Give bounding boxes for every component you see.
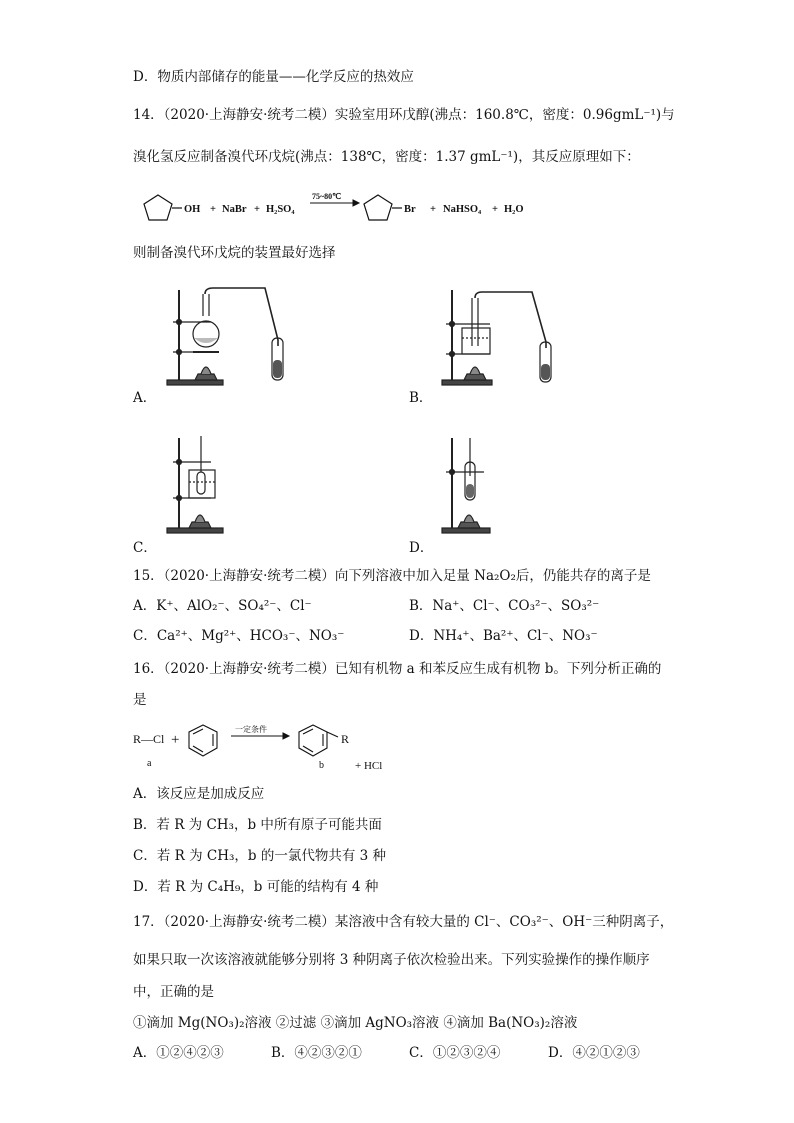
- h2o-label: H₂O: [504, 204, 524, 215]
- apparatus-c: [165, 436, 245, 542]
- option-c-label: C．: [133, 540, 157, 556]
- q17-option-d: D．④②①②③: [548, 1045, 640, 1061]
- label-a: a: [147, 758, 152, 769]
- q13-option-d: D．物质内部储存的能量——化学反应的热效应: [133, 69, 414, 85]
- apparatus-a: [165, 288, 315, 398]
- option-b-label: B．: [409, 390, 433, 406]
- h2so4-label: H₂SO₄: [266, 204, 295, 215]
- q15-option-c: C．Ca²⁺、Mg²⁺、HCO₃⁻、NO₃⁻: [133, 628, 345, 644]
- q15-option-d: D．NH₄⁺、Ba²⁺、Cl⁻、NO₃⁻: [409, 628, 598, 644]
- q17-operations: ①滴加 Mg(NO₃)₂溶液 ②过滤 ③滴加 AgNO₃溶液 ④滴加 Ba(NO₃)₂溶液: [133, 1015, 578, 1031]
- q14-stem-line2: 溴化氢反应制备溴代环戊烷(沸点：138℃，密度：1.37 gmL⁻¹)，其反应原理如下：: [133, 149, 640, 165]
- q17-option-b: B．④②③②①: [271, 1045, 362, 1061]
- q15-option-b: B．Na⁺、Cl⁻、CO₃²⁻、SO₃²⁻: [409, 598, 600, 614]
- apparatus-d: [440, 436, 500, 542]
- reaction-condition: 一定条件: [235, 725, 267, 734]
- q16-stem-line1: 16．（2020·上海静安·统考二模）已知有机物 a 和苯反应生成有机物 b。下列分析正确的: [133, 661, 662, 677]
- q16-reaction-scheme: [133, 720, 403, 770]
- benzene-product: [299, 725, 338, 756]
- q14-prompt: 则制备溴代环戊烷的装置最好选择: [133, 245, 336, 261]
- q16-option-a: A．该反应是加成反应: [133, 786, 265, 802]
- q14-stem-line1: 14．（2020·上海静安·统考二模）实验室用环戊醇(沸点：160.8℃，密度：0.96gmL⁻¹)与: [133, 107, 675, 123]
- q16-option-b: B．若 R 为 CH₃，b 中所有原子可能共面: [133, 817, 382, 833]
- nabr-label: NaBr: [222, 204, 247, 215]
- q16-option-c: C．若 R 为 CH₃，b 的一氯代物共有 3 种: [133, 848, 386, 864]
- svg-text:+: +: [171, 732, 180, 748]
- benzene-reactant: [189, 725, 217, 756]
- q15-stem: 15．（2020·上海静安·统考二模）向下列溶液中加入足量 Na₂O₂后，仍能共存的离子是: [133, 568, 651, 584]
- svg-text:+: +: [254, 204, 260, 215]
- label-b: b: [319, 760, 324, 771]
- br-label: Br: [404, 204, 416, 215]
- rcl-label: R—Cl: [133, 732, 165, 746]
- q14-reaction-scheme: [140, 188, 560, 228]
- svg-text:+: +: [210, 204, 216, 215]
- q16-option-d: D．若 R 为 C₄H₉，b 可能的结构有 4 种: [133, 879, 379, 895]
- q17-option-c: C．①②③②④: [409, 1045, 501, 1061]
- q17-option-a: A．①②④②③: [133, 1045, 224, 1061]
- apparatus-b: [440, 288, 570, 398]
- cyclopentanol-structure: [144, 195, 182, 220]
- q17-stem-line2: 如果只取一次该溶液就能够分别将 3 种阴离子依次检验出来。下列实验操作的操作顺序: [133, 952, 650, 968]
- svg-text:+: +: [492, 204, 498, 215]
- option-a-label: A．: [133, 390, 157, 406]
- q17-stem-line3: 中，正确的是: [133, 984, 214, 1000]
- nahso4-label: NaHSO₄: [443, 204, 482, 215]
- q16-stem-line2: 是: [133, 692, 147, 708]
- r-label: R: [341, 732, 350, 746]
- oh-label: OH: [184, 204, 201, 215]
- q15-option-a: A．K⁺、AlO₂⁻、SO₄²⁻、Cl⁻: [133, 598, 312, 614]
- svg-text:+: +: [430, 204, 436, 215]
- bromocyclopentane-structure: [364, 195, 402, 220]
- hcl-label: + HCl: [355, 760, 383, 772]
- q17-stem-line1: 17．（2020·上海静安·统考二模）某溶液中含有较大量的 Cl⁻、CO₃²⁻、OH⁻三种阴离子，: [133, 914, 674, 930]
- reaction-condition: 75~80℃: [312, 192, 342, 201]
- option-d-label: D．: [409, 540, 434, 556]
